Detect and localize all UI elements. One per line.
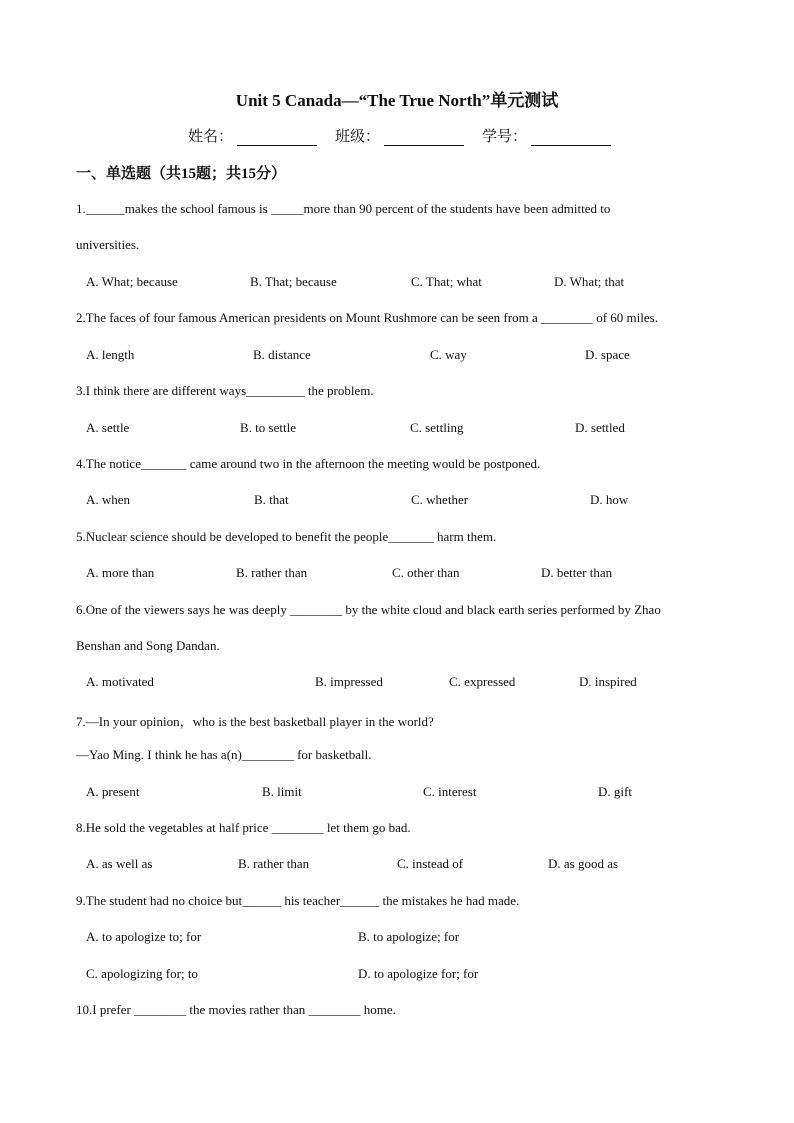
question-6-line-1: 6.One of the viewers says he was deeply ________ by the white cloud and black earth series performed by Zhao <box>76 602 661 617</box>
question-8-line-1: 8.He sold the vegetables at half price ________ let them go bad. <box>76 820 411 835</box>
question-5-option-a[interactable]: A. more than <box>86 565 155 580</box>
id-label: 学号： <box>482 129 528 145</box>
question-6-option-c[interactable]: C. expressed <box>449 674 516 689</box>
question-7-option-b[interactable]: B. limit <box>262 784 302 799</box>
question-8-option-a[interactable]: A. as well as <box>86 856 153 871</box>
question-2-option-d[interactable]: D. space <box>585 347 630 362</box>
question-9-option-d[interactable]: D. to apologize for; for <box>358 966 479 981</box>
question-7-line-1: 7.—In your opinion，who is the best basketball player in the world? <box>76 714 434 729</box>
question-6-option-a[interactable]: A. motivated <box>86 674 154 689</box>
question-1-option-c[interactable]: C. That; what <box>411 274 482 289</box>
question-6-option-b[interactable]: B. impressed <box>315 674 383 689</box>
question-2-option-a[interactable]: A. length <box>86 347 135 362</box>
question-10-line-1: 10.I prefer ________ the movies rather than ________ home. <box>76 1002 396 1017</box>
question-7-option-d[interactable]: D. gift <box>598 784 632 799</box>
question-4-option-c[interactable]: C. whether <box>411 492 469 507</box>
page-title: Unit 5 Canada—“The True North”单元测试 <box>235 91 559 110</box>
section-title: 一、单选题（共15题；共15分） <box>76 166 287 182</box>
name-label: 姓名： <box>188 129 234 145</box>
student-info-row <box>188 125 629 146</box>
question-9-line-1: 9.The student had no choice but______ his teacher______ the mistakes he had made. <box>76 893 520 908</box>
question-7-option-a[interactable]: A. present <box>86 784 140 799</box>
question-9-option-c[interactable]: C. apologizing for; to <box>86 966 198 981</box>
class-blank[interactable] <box>384 130 464 146</box>
question-4-option-d[interactable]: D. how <box>590 492 629 507</box>
name-field <box>188 125 317 146</box>
id-field <box>482 125 611 146</box>
question-6-option-d[interactable]: D. inspired <box>579 674 637 689</box>
class-field <box>335 125 464 146</box>
question-4-option-b[interactable]: B. that <box>254 492 289 507</box>
question-1-line-1: 1.______makes the school famous is _____more than 90 percent of the students have been admitted to <box>76 201 611 216</box>
question-2-option-c[interactable]: C. way <box>430 347 467 362</box>
question-2-option-b[interactable]: B. distance <box>253 347 311 362</box>
question-8-option-d[interactable]: D. as good as <box>548 856 619 871</box>
question-1-option-d[interactable]: D. What; that <box>554 274 625 289</box>
question-7-line-2: —Yao Ming. I think he has a(n)________ for basketball. <box>76 747 372 762</box>
question-5-line-1: 5.Nuclear science should be developed to benefit the people_______ harm them. <box>76 529 497 544</box>
question-4-option-a[interactable]: A. when <box>86 492 131 507</box>
question-1-option-b[interactable]: B. That; because <box>250 274 337 289</box>
question-7-option-c[interactable]: C. interest <box>423 784 477 799</box>
question-9-option-b[interactable]: B. to apologize; for <box>358 929 460 944</box>
question-8-option-b[interactable]: B. rather than <box>238 856 310 871</box>
question-3-option-c[interactable]: C. settling <box>410 420 464 435</box>
question-5-option-b[interactable]: B. rather than <box>236 565 308 580</box>
question-8-option-c[interactable]: C. instead of <box>397 856 464 871</box>
question-3-option-b[interactable]: B. to settle <box>240 420 296 435</box>
question-5-option-c[interactable]: C. other than <box>392 565 460 580</box>
name-blank[interactable] <box>237 130 317 146</box>
id-blank[interactable] <box>531 130 611 146</box>
question-4-line-1: 4.The notice_______ came around two in the afternoon the meeting would be postponed. <box>76 456 541 471</box>
question-3-option-a[interactable]: A. settle <box>86 420 130 435</box>
question-3-line-1: 3.I think there are different ways_________ the problem. <box>76 383 374 398</box>
question-2-line-1: 2.The faces of four famous American presidents on Mount Rushmore can be seen from a ________ of 60 miles. <box>76 310 658 325</box>
question-9-option-a[interactable]: A. to apologize to; for <box>86 929 202 944</box>
question-1-option-a[interactable]: A. What; because <box>86 274 178 289</box>
question-5-option-d[interactable]: D. better than <box>541 565 613 580</box>
question-3-option-d[interactable]: D. settled <box>575 420 625 435</box>
class-label: 班级： <box>335 129 381 145</box>
question-1-line-2: universities. <box>76 237 140 252</box>
question-6-line-2: Benshan and Song Dandan. <box>76 638 220 653</box>
